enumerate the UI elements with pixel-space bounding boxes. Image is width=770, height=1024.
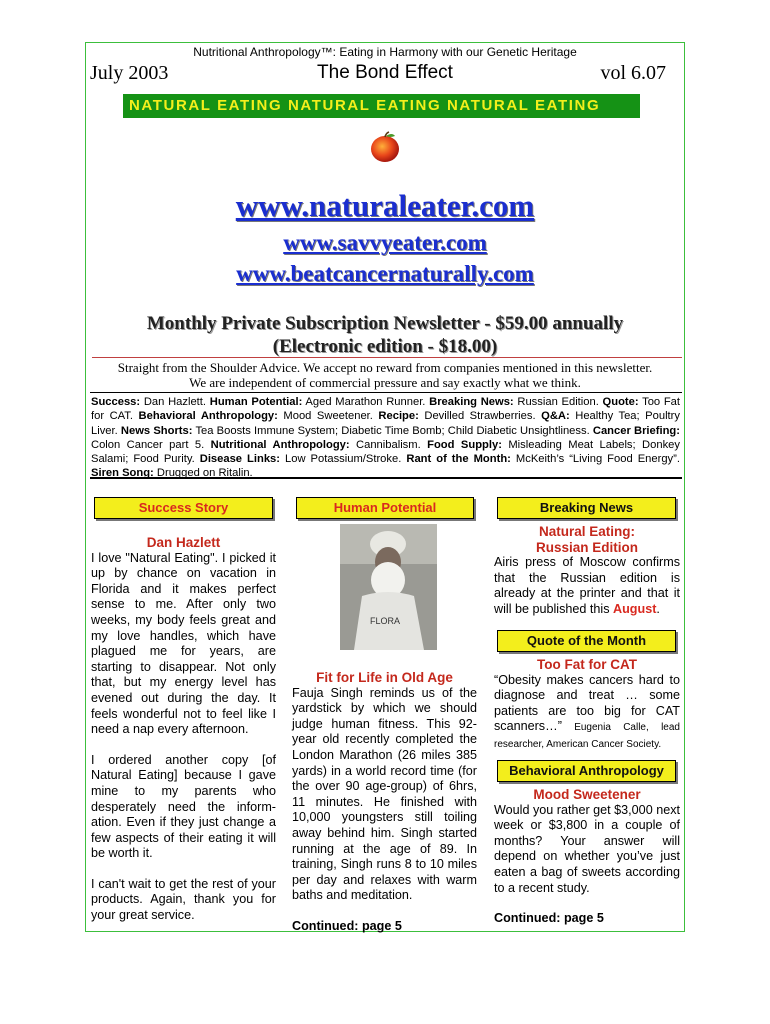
photo-shirt-text: FLORA xyxy=(370,616,401,626)
beatcancernaturally-link[interactable]: www.beatcancernaturally.com xyxy=(236,261,534,286)
news-title: Russian Edition xyxy=(535,539,638,555)
tagline: Nutritional Anthropology™: Eating in Harmony with our Genetic Heritage xyxy=(193,45,577,59)
naturaleater-link[interactable]: www.naturaleater.com xyxy=(235,188,535,223)
news-title: Natural Eating: xyxy=(538,524,635,539)
continued-link[interactable]: Continued: page 5 xyxy=(292,918,402,933)
success-story-column xyxy=(91,535,276,924)
divider xyxy=(90,392,682,393)
volume-number: vol 6.07 xyxy=(600,62,666,84)
article-title: Fit for Life in Old Age xyxy=(316,670,453,685)
fauja-singh-photo xyxy=(340,524,437,650)
quote-body: “Obesity makes cancers hard to diagnose and treat … some patients are too big for CAT scanners…” Eugenia Calle, lead researcher, American Cancer Society. xyxy=(494,672,680,750)
breaking-news-column xyxy=(494,524,680,618)
continued-link[interactable]: Continued: page 5 xyxy=(494,911,604,926)
contents-item: Disease Links: Low Potassium/Stroke. xyxy=(199,453,407,466)
human-potential-column xyxy=(292,670,477,935)
behavioral-title: Mood Sweetener xyxy=(533,787,641,802)
human-potential-header: Human Potential xyxy=(296,497,474,519)
behavioral-column xyxy=(494,787,680,927)
contents-item: Recipe: Devilled Strawberries. xyxy=(378,410,542,423)
newsletter-title: The Bond Effect xyxy=(317,62,453,83)
contents-item: Cancer Briefing: Colon Cancer part 5. xyxy=(91,424,680,451)
success-name: Dan Hazlett xyxy=(146,535,221,550)
contents-item: Behavioral Anthropology: Mood Sweetener. xyxy=(138,410,379,423)
testimonial-paragraph: I ordered another copy [of Natural Eating] because I gave mine to my parents who desperately need the inform-ation. Even if they just change a few aspects of their eating it will be worth it. xyxy=(91,752,276,861)
contents-item: Food Supply: Misleading Meat Labels; Donkey Salami; Food Purity. xyxy=(91,438,680,466)
contents-item: Siren Song: Drugged on Ritalin. xyxy=(91,467,253,480)
news-body: Airis press of Moscow confirms that the Russian edition is already at the printer and that it will be published this August. xyxy=(494,555,680,616)
quote-of-month-header: Quote of the Month xyxy=(497,630,676,652)
contents-item: Q&A: Healthy Tea; Poultry Liver. xyxy=(91,410,680,437)
testimonial-paragraph: I can't wait to get the rest of your products. Again, thank you for your great service. xyxy=(91,876,276,923)
behavioral-body: Would you rather get $3,000 next week or $3,800 in a couple of months? Your answer will depend on whether you’ve just eaten a bag of sweets according to a recent study. xyxy=(494,802,680,895)
electronic-edition-price: (Electronic edition - $18.00) xyxy=(272,336,498,357)
savvyeater-link[interactable]: www.savvyeater.com xyxy=(283,230,487,255)
breaking-news-header: Breaking News xyxy=(497,497,676,519)
contents-item: Breaking News: Russian Edition. xyxy=(429,396,603,408)
contents-item: Rant of the Month: McKeith’s “Living Food Energy”. xyxy=(406,453,680,466)
divider xyxy=(92,357,682,358)
testimonial-paragraph: I love "Natural Eating". I picked it up by chance on vacation in Florida and it makes perfect sense to me. After only two weeks, my body feels great and my love handles, which have plagued me for years, are starting to disappear. Not only that, but my energy level has evened out during the day. It feels wonderful not to feel like I need a nap every afternoon. xyxy=(91,550,276,737)
apple-icon xyxy=(368,130,402,164)
contents-item: News Shorts: Tea Boosts Immune System; Diabetic Time Bomb; Child Diabetic Unsightliness. xyxy=(120,424,593,437)
table-of-contents xyxy=(91,395,680,481)
contents-item: Quote: Too Fat for CAT. xyxy=(91,396,681,423)
contents-item: Success: Dan Hazlett. xyxy=(91,396,210,408)
issue-date: July 2003 xyxy=(90,62,169,84)
contents-item: Human Potential: Aged Marathon Runner. xyxy=(209,396,430,408)
natural-eating-banner: NATURAL EATING NATURAL EATING NATURAL EATING xyxy=(123,94,640,118)
independence-line: We are independent of commercial pressure and say exactly what we think. xyxy=(189,375,581,390)
contents-item: Nutritional Anthropology: Cannibalism. xyxy=(210,438,428,451)
subscription-price: Monthly Private Subscription Newsletter - $59.00 annually xyxy=(146,313,624,334)
quote-column xyxy=(494,657,680,753)
behavioral-anthropology-header: Behavioral Anthropology xyxy=(497,760,676,782)
success-story-header: Success Story xyxy=(94,497,273,519)
advice-line: Straight from the Shoulder Advice. We accept no reward from companies mentioned in this newsletter. xyxy=(117,360,653,375)
article-body: Fauja Singh reminds us of the yardstick by which we should judge human fitness. This 92-year old recently completed the London Marathon (26 miles 385 yards) in a world record time (for the over 90 age-group) of 6hrs, 11 minutes. He finished with 10,000 youngsters still toiling away behind him. Singh started running at the age of 89. In training, Singh runs 8 to 10 miles per day and relaxes with warm baths and meditation. xyxy=(292,685,477,903)
quote-title: Too Fat for CAT xyxy=(537,657,637,672)
divider xyxy=(90,477,682,479)
